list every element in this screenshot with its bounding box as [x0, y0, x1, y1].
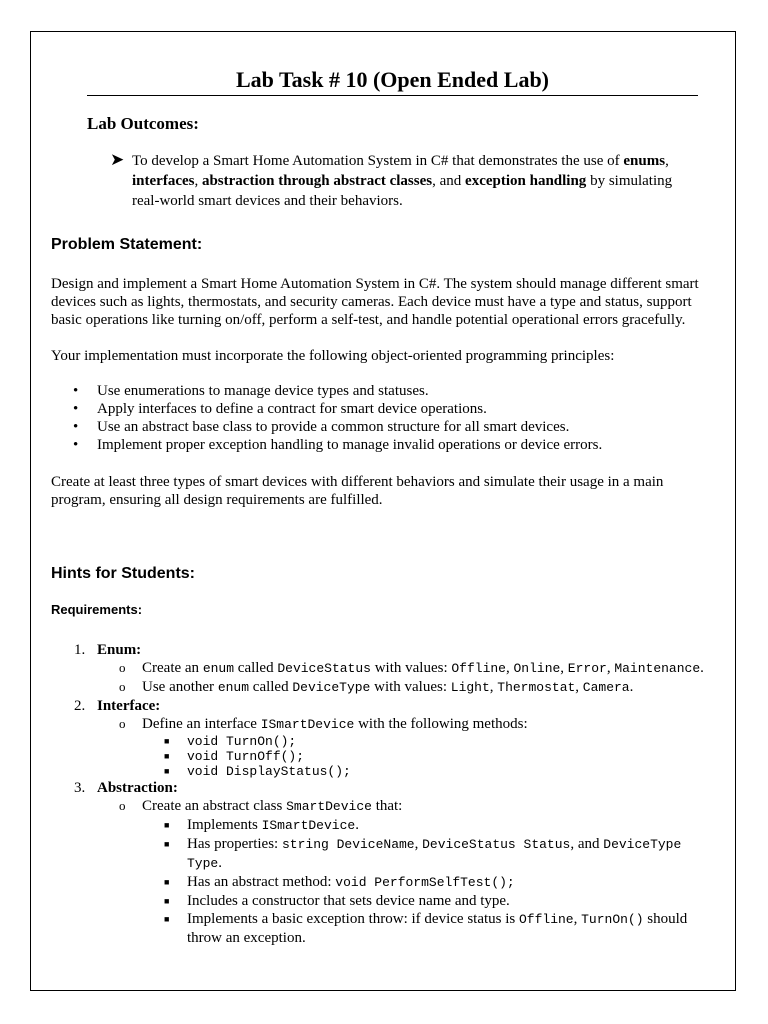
requirement-abstraction: 3. Abstraction:	[74, 780, 178, 796]
square-bullet-icon: ■	[164, 839, 170, 849]
circle-bullet-icon: o	[119, 660, 126, 675]
circle-bullet-icon: o	[119, 716, 126, 731]
list-item: ■ void TurnOn();	[164, 734, 297, 749]
bullet-dot-icon: •	[73, 383, 79, 399]
list-item: o Define an interface ISmartDevice with the following methods:	[119, 716, 528, 732]
list-item: ■ void DisplayStatus();	[164, 764, 351, 779]
title-underline	[87, 95, 698, 96]
list-number: 2.	[74, 698, 86, 714]
lab-outcomes-heading: Lab Outcomes:	[87, 114, 199, 133]
lab-outcome-text: To develop a Smart Home Automation System in C# that demonstrates the use of enums, interfaces, abstraction through abstract classes, and exception handling by simulating real-world smart devices and their behaviors.	[132, 153, 673, 209]
requirements-list	[51, 641, 711, 947]
square-bullet-icon: ■	[164, 914, 170, 924]
circle-bullet-icon: o	[119, 679, 126, 694]
list-number: 1.	[74, 642, 86, 658]
requirement-enum: 1. Enum:	[74, 642, 142, 658]
square-bullet-icon: ■	[164, 736, 170, 746]
bullet-dot-icon: •	[73, 401, 79, 417]
list-item: ■ Implements ISmartDevice.	[164, 817, 359, 833]
square-bullet-icon: ■	[164, 820, 170, 830]
arrowhead-bullet-icon: ➤	[110, 150, 125, 170]
list-item: ■ Includes a constructor that sets device name and type.	[164, 893, 510, 909]
circle-bullet-icon: o	[119, 798, 126, 813]
problem-paragraph-3: Create at least three types of smart devices with different behaviors and simulate their usage in a main program, ensuring all design requirements are fulfilled.	[51, 474, 664, 508]
list-item: ■ Has an abstract method: void PerformSelfTest();	[164, 874, 515, 890]
list-item: ■ Implements a basic exception throw: if device status is Offline, TurnOn() should throw an exception.	[164, 911, 688, 946]
bullet-dot-icon: •	[73, 419, 79, 435]
principles-list	[51, 382, 711, 454]
list-item: • Implement proper exception handling to manage invalid operations or device errors.	[73, 437, 603, 453]
bullet-dot-icon: •	[73, 437, 79, 453]
square-bullet-icon: ■	[164, 766, 170, 776]
page-title: Lab Task # 10 (Open Ended Lab)	[235, 67, 550, 92]
requirements-heading: Requirements:	[51, 602, 143, 617]
square-bullet-icon: ■	[164, 896, 170, 906]
list-item: ■ void TurnOff();	[164, 749, 305, 764]
list-number: 3.	[74, 780, 86, 796]
list-item: • Use an abstract base class to provide a common structure for all smart devices.	[73, 419, 570, 435]
hints-heading: Hints for Students:	[51, 565, 195, 582]
problem-paragraph-2: Your implementation must incorporate the following object-oriented programming principles:	[51, 348, 615, 364]
square-bullet-icon: ■	[164, 877, 170, 887]
problem-statement-heading: Problem Statement:	[51, 236, 203, 253]
problem-paragraph-1: Design and implement a Smart Home Automation System in C#. The system should manage different smart devices such as lights, thermostats, and security cameras. Each device must have a type and status, support basic operations like turning on/off, perform a self-test, and handle potential operational errors gracefully.	[51, 276, 699, 328]
square-bullet-icon: ■	[164, 751, 170, 761]
list-item: • Apply interfaces to define a contract for smart device operations.	[73, 401, 487, 417]
list-item: • Use enumerations to manage device types and statuses.	[73, 383, 429, 399]
list-item: o Create an abstract class SmartDevice that:	[119, 798, 403, 814]
list-item: o Use another enum called DeviceType with values: Light, Thermostat, Camera.	[119, 679, 634, 695]
requirement-interface: 2. Interface:	[74, 698, 161, 714]
list-item: o Create an enum called DeviceStatus with values: Offline, Online, Error, Maintenance.	[119, 660, 704, 676]
list-item: ■ Has properties: string DeviceName, DeviceStatus Status, and DeviceType Type.	[164, 836, 682, 871]
